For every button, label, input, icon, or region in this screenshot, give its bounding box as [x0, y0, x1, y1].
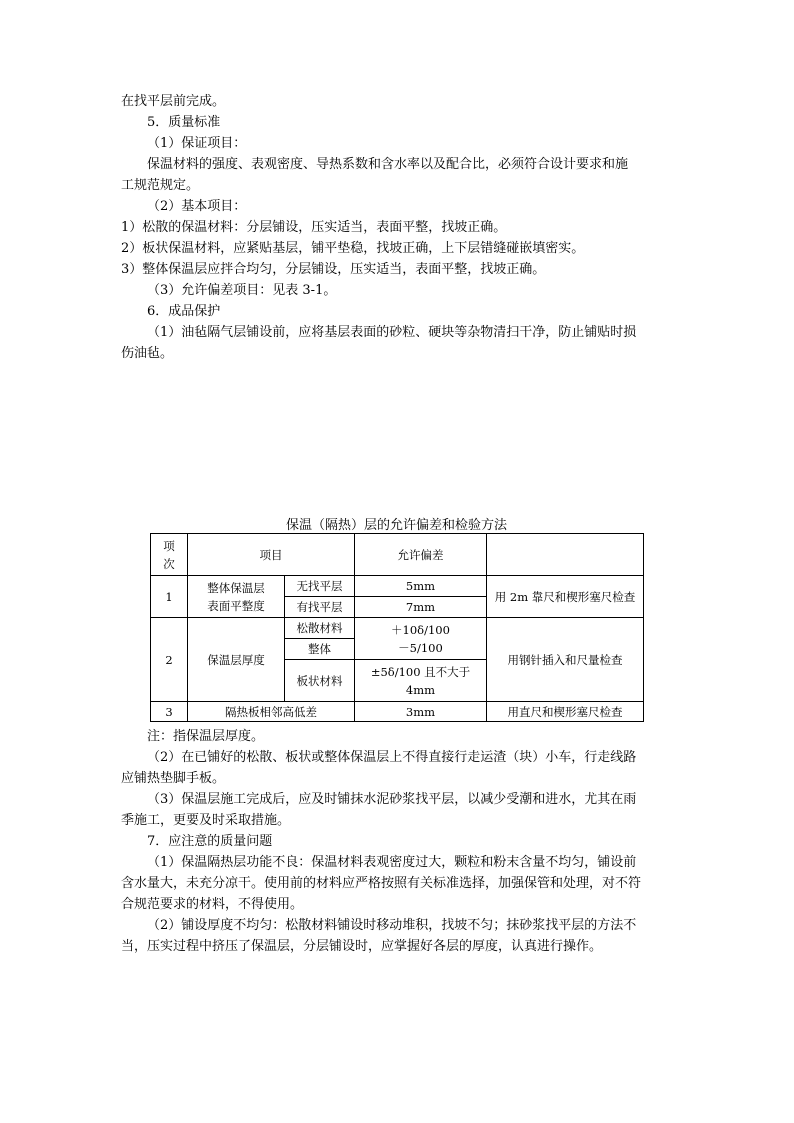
row-number: 2 — [151, 618, 188, 702]
row-item — [188, 576, 285, 618]
paragraph-line: 合规范要求的材料，不得使用。 — [121, 897, 304, 912]
table-note: 注：指保温层厚度。 — [147, 729, 265, 744]
row-subitem: 有找平层 — [285, 597, 355, 618]
table-header-row — [151, 534, 644, 576]
row-subitem: 无找平层 — [285, 576, 355, 597]
row-tolerance: 5mm — [355, 576, 487, 597]
subheading: （1）保证项目： — [147, 136, 247, 151]
tolerance-line2: 4mm — [405, 682, 436, 697]
row-item-line2: 表面平整度 — [207, 598, 265, 613]
section-heading: 5．质量标准 — [147, 115, 221, 130]
header-item: 项目 — [188, 534, 355, 576]
header-no-line1: 项 — [163, 538, 175, 553]
row-method: 用钢针插入和尺量检查 — [487, 618, 644, 702]
paragraph-line: 应铺热垫脚手板。 — [121, 771, 226, 786]
list-item: 2）板状保温材料，应紧贴基层，铺平垫稳，找坡正确，上下层错缝碰嵌填密实。 — [121, 241, 585, 256]
row-subitem: 板状材料 — [285, 660, 355, 702]
header-no-line2: 次 — [163, 556, 175, 571]
row-tolerance: 3mm — [355, 702, 487, 722]
row-tolerance — [355, 660, 487, 702]
row-method: 用直尺和楔形塞尺检查 — [487, 702, 644, 722]
tolerance-line2: －5/100 — [398, 640, 443, 655]
row-number: 3 — [151, 702, 188, 722]
header-tolerance: 允许偏差 — [355, 534, 487, 576]
paragraph-line: 保温材料的强度、表观密度、导热系数和含水率以及配合比，必须符合设计要求和施 — [147, 157, 629, 172]
row-item: 保温层厚度 — [188, 618, 285, 702]
section-heading: 6．成品保护 — [147, 304, 221, 319]
header-method — [487, 534, 644, 576]
tolerance-line1: ±5δ/100 且不大于 — [370, 664, 471, 679]
row-tolerance — [355, 618, 487, 660]
row-subitem: 整体 — [285, 639, 355, 660]
row-tolerance: 7mm — [355, 597, 487, 618]
paragraph-line: 当，压实过程中挤压了保温层，分层铺设时，应掌握好各层的厚度，认真进行操作。 — [121, 939, 603, 954]
paragraph-line: （1）保温隔热层功能不良：保温材料表观密度过大，颗粒和粉末含量不均匀，铺设前 — [147, 855, 637, 870]
table-row — [151, 618, 644, 639]
list-item: 3）整体保温层应拌合均匀，分层铺设，压实适当，表面平整，找坡正确。 — [121, 262, 546, 277]
list-item: 1）松散的保温材料：分层铺设，压实适当，表面平整，找坡正确。 — [121, 220, 507, 235]
section-heading: 7．应注意的质量问题 — [147, 834, 273, 849]
row-item: 隔热板相邻高低差 — [188, 702, 355, 722]
paragraph-line: 含水量大，未充分凉干。使用前的材料应严格按照有关标准选择，加强保管和处理，对不符 — [121, 876, 642, 891]
row-method: 用 2m 靠尺和楔形塞尺检查 — [487, 576, 644, 618]
table-row — [151, 702, 644, 722]
paragraph-line: 在找平层前完成。 — [121, 94, 226, 109]
tolerance-line1: ＋10δ/100 — [391, 622, 450, 637]
paragraph-line: 工规范规定。 — [121, 178, 200, 193]
paragraph-line: （2）在已铺好的松散、板状或整体保温层上不得直接行走运渣（块）小车，行走线路 — [147, 750, 637, 765]
subheading: （3）允许偏差项目：见表 3-1。 — [147, 283, 337, 298]
tolerance-table — [150, 533, 644, 722]
header-no — [151, 534, 188, 576]
row-number: 1 — [151, 576, 188, 618]
table-row — [151, 576, 644, 597]
row-item-line1: 整体保温层 — [207, 580, 265, 595]
paragraph-line: （3）保温层施工完成后，应及时铺抹水泥砂浆找平层，以减少受潮和进水，尤其在雨 — [147, 792, 637, 807]
table-title: 保温（隔热）层的允许偏差和检验方法 — [285, 518, 507, 533]
paragraph-line: 季施工，更要及时采取措施。 — [121, 813, 291, 828]
paragraph-line: （1）油毡隔气层铺设前，应将基层表面的砂粒、硬块等杂物清扫干净，防止铺贴时损 — [147, 325, 637, 340]
paragraph-line: （2）铺设厚度不均匀：松散材料铺设时移动堆积，找坡不匀；抹砂浆找平层的方法不 — [147, 918, 637, 933]
row-subitem: 松散材料 — [285, 618, 355, 639]
subheading: （2）基本项目： — [147, 199, 247, 214]
paragraph-line: 伤油毡。 — [121, 346, 174, 361]
